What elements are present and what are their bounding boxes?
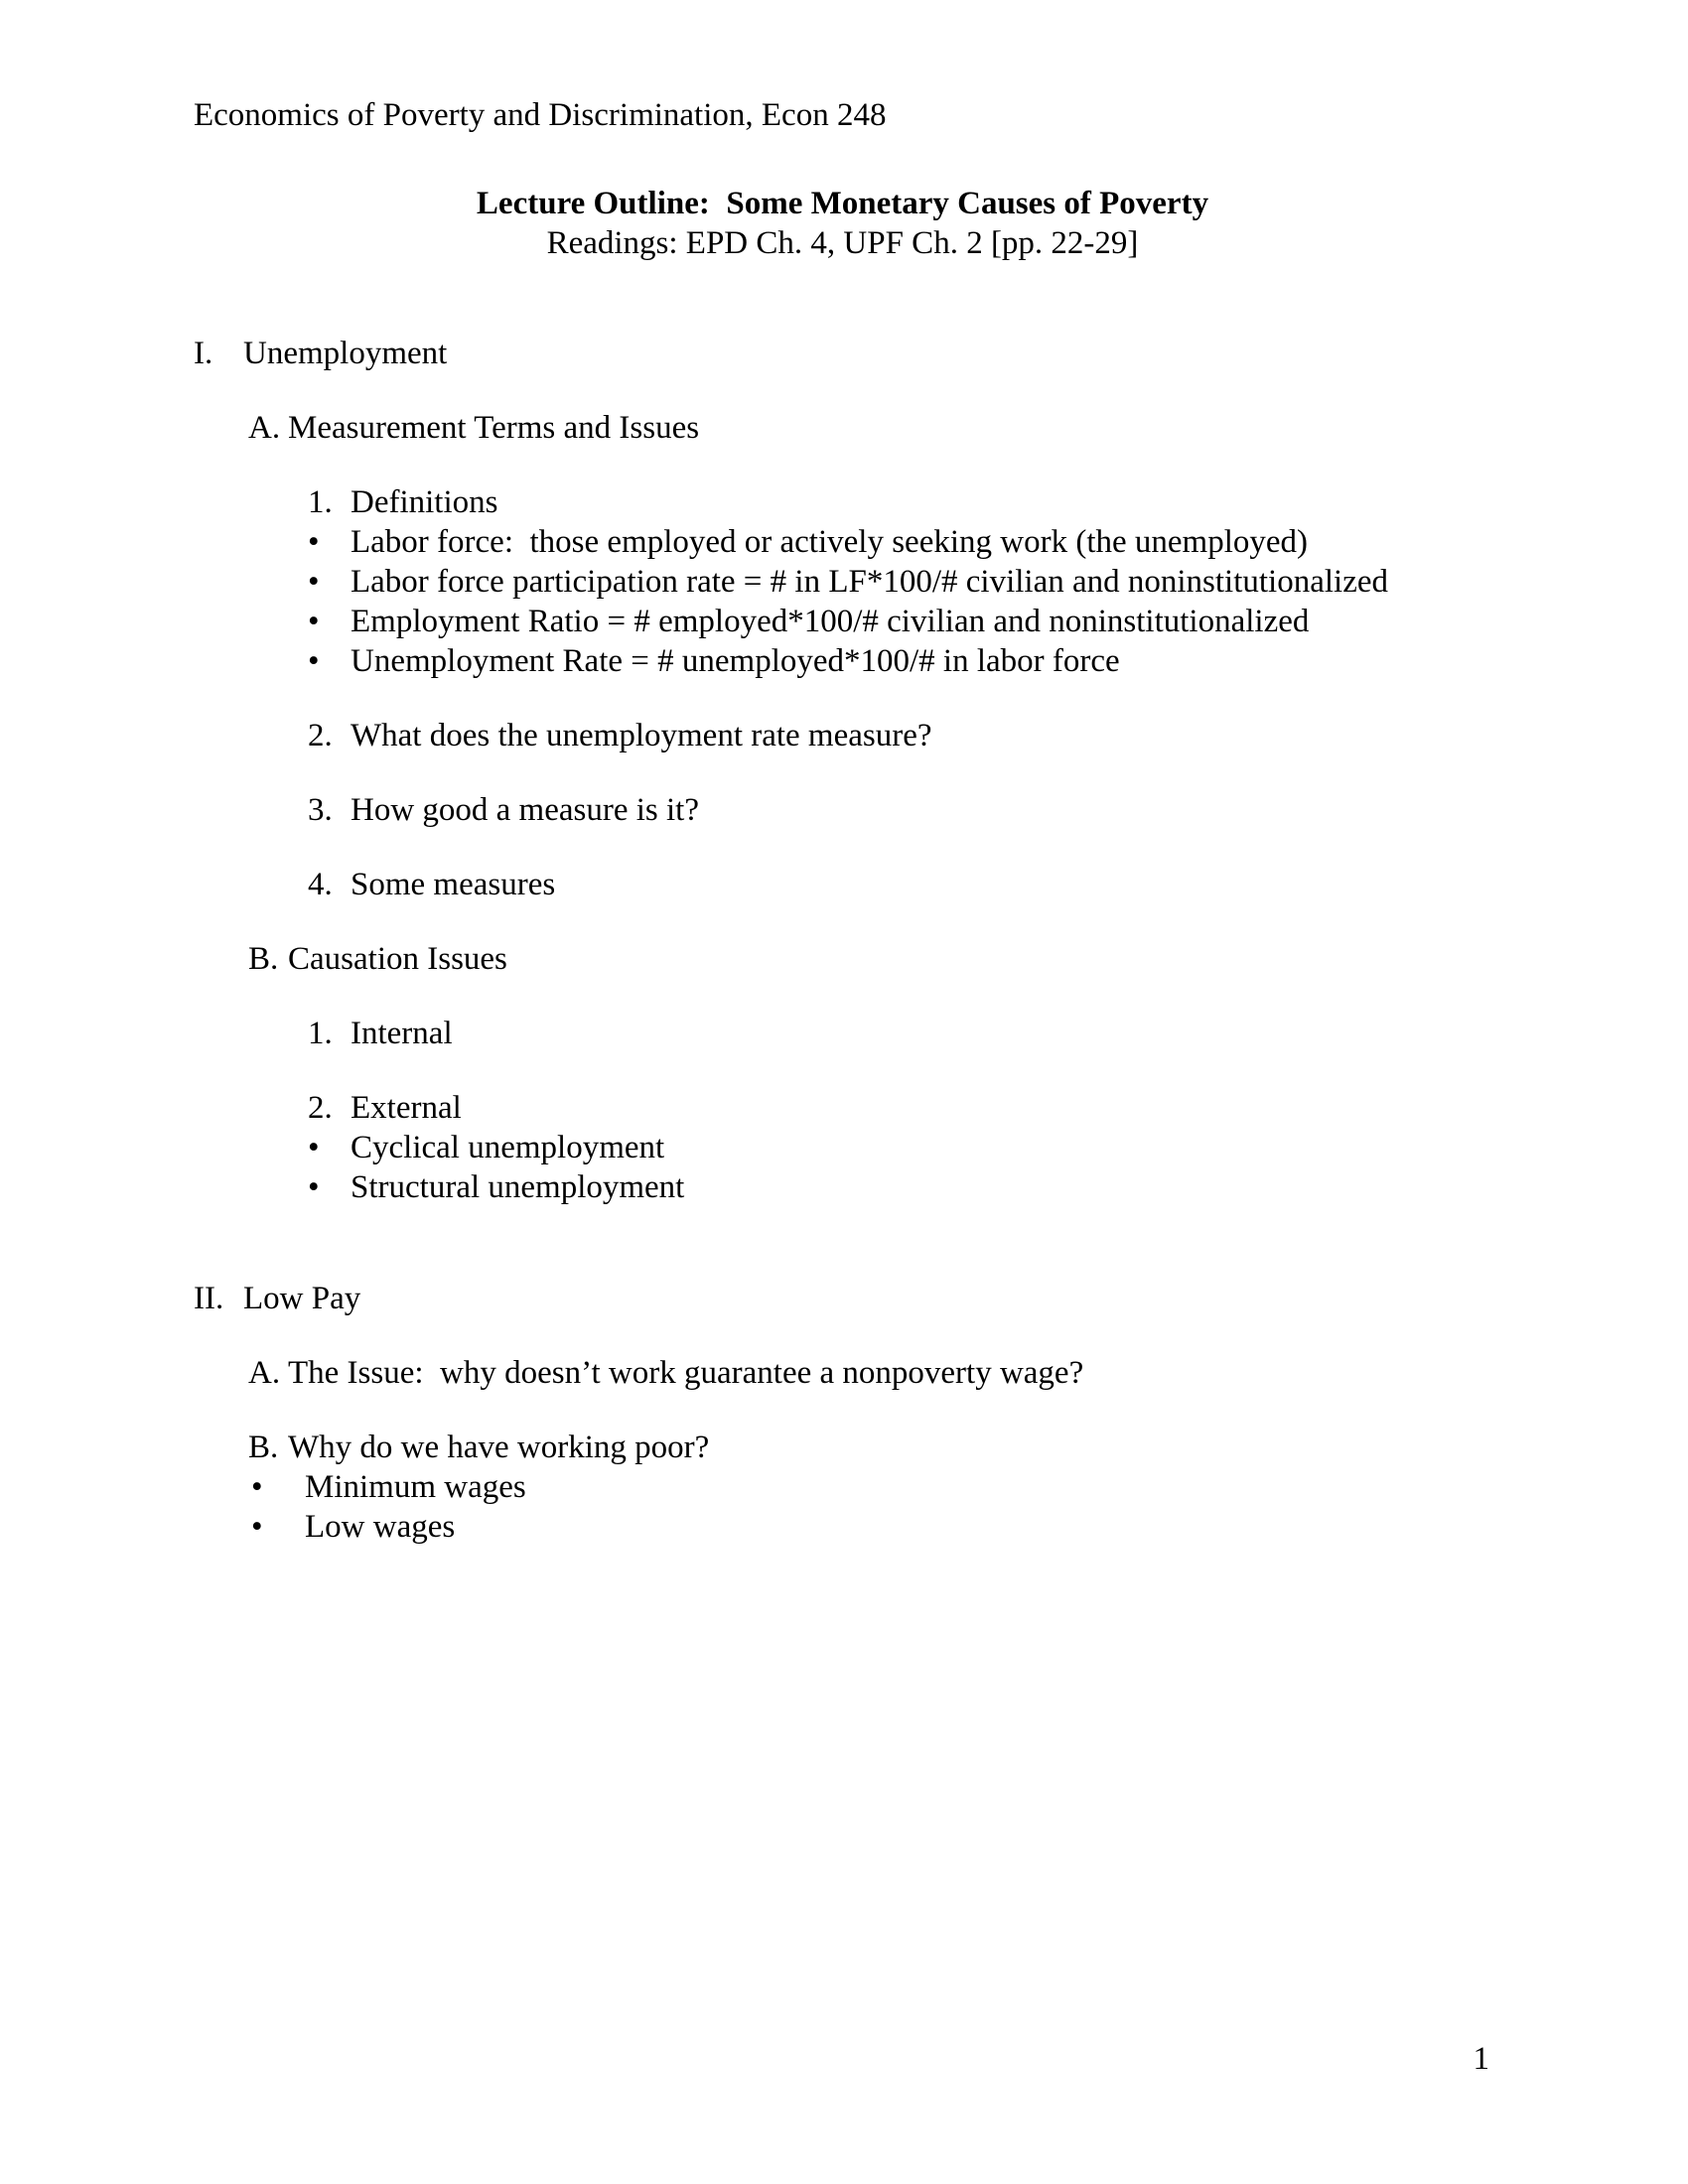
- outline-label: A.: [248, 1355, 281, 1391]
- outline-text: The Issue: why doesn’t work guarantee a nonpoverty wage?: [288, 1355, 1084, 1391]
- bullet-icon: •: [308, 1130, 320, 1165]
- outline-label: II.: [194, 1281, 224, 1316]
- bullet-lfpr: [194, 562, 1491, 602]
- outline-item-the-issue: [194, 1353, 1491, 1393]
- bullet-minimum-wages: [194, 1467, 1491, 1507]
- outline-item-how-good-a-measure: [194, 790, 1491, 830]
- bullet-icon: •: [308, 1169, 320, 1205]
- outline-item-working-poor: [194, 1428, 1491, 1467]
- outline-label: B.: [248, 941, 279, 977]
- outline-text: How good a measure is it?: [351, 792, 699, 828]
- bullet-text: Labor force participation rate = # in LF*100/# civilian and noninstitutionalized: [351, 564, 1388, 600]
- outline-label: 1.: [308, 484, 333, 520]
- bullet-text: Low wages: [305, 1509, 456, 1545]
- outline-text: External: [351, 1090, 462, 1126]
- outline-text: Why do we have working poor?: [288, 1430, 710, 1465]
- outline-item-internal: [194, 1014, 1491, 1053]
- bullet-text: Labor force: those employed or actively seeking work (the unemployed): [351, 524, 1309, 560]
- outline-label: 2.: [308, 1090, 333, 1126]
- outline-label: 4.: [308, 867, 333, 902]
- outline-item-unemployment: [194, 334, 1491, 373]
- outline-label: A.: [248, 410, 281, 446]
- bullet-labor-force: [194, 522, 1491, 562]
- lecture-title: Lecture Outline: Some Monetary Causes of Poverty: [476, 186, 1209, 221]
- readings-line: Readings: EPD Ch. 4, UPF Ch. 2 [pp. 22-29]: [546, 225, 1139, 261]
- outline-item-definitions: [194, 482, 1491, 522]
- bullet-icon: •: [251, 1469, 263, 1505]
- bullet-cyclical-unemployment: [194, 1128, 1491, 1167]
- outline-label: 3.: [308, 792, 333, 828]
- bullet-icon: •: [308, 564, 320, 600]
- page-number: 1: [1473, 2041, 1489, 2077]
- outline-text: Some measures: [351, 867, 556, 902]
- outline-label: 2.: [308, 718, 333, 753]
- bullet-icon: •: [308, 524, 320, 560]
- bullet-icon: •: [308, 643, 320, 679]
- bullet-text: Unemployment Rate = # unemployed*100/# in labor force: [351, 643, 1120, 679]
- bullet-text: Employment Ratio = # employed*100/# civilian and noninstitutionalized: [351, 604, 1310, 639]
- outline-item-external: [194, 1088, 1491, 1128]
- bullet-employment-ratio: [194, 602, 1491, 641]
- outline-text: Unemployment: [243, 336, 448, 371]
- outline-label: 1.: [308, 1016, 333, 1051]
- bullet-low-wages: [194, 1507, 1491, 1547]
- outline-text: Measurement Terms and Issues: [288, 410, 700, 446]
- outline-item-some-measures: [194, 865, 1491, 904]
- bullet-icon: •: [251, 1509, 263, 1545]
- outline-text: What does the unemployment rate measure?: [351, 718, 932, 753]
- outline-item-low-pay: [194, 1279, 1491, 1318]
- bullet-text: Structural unemployment: [351, 1169, 685, 1205]
- bullet-unemployment-rate: [194, 641, 1491, 681]
- outline-label: I.: [194, 336, 213, 371]
- bullet-icon: •: [308, 604, 320, 639]
- outline-text: Internal: [351, 1016, 453, 1051]
- outline-text: Causation Issues: [288, 941, 507, 977]
- bullet-text: Minimum wages: [305, 1469, 526, 1505]
- bullet-structural-unemployment: [194, 1167, 1491, 1207]
- outline-text: Low Pay: [243, 1281, 361, 1316]
- outline-item-measurement-terms: [194, 408, 1491, 448]
- outline-label: B.: [248, 1430, 279, 1465]
- outline-text: Definitions: [351, 484, 498, 520]
- outline-item-causation-issues: [194, 939, 1491, 979]
- outline-item-what-does-rate-measure: [194, 716, 1491, 755]
- course-header: Economics of Poverty and Discrimination, Econ 248: [194, 97, 887, 133]
- bullet-text: Cyclical unemployment: [351, 1130, 665, 1165]
